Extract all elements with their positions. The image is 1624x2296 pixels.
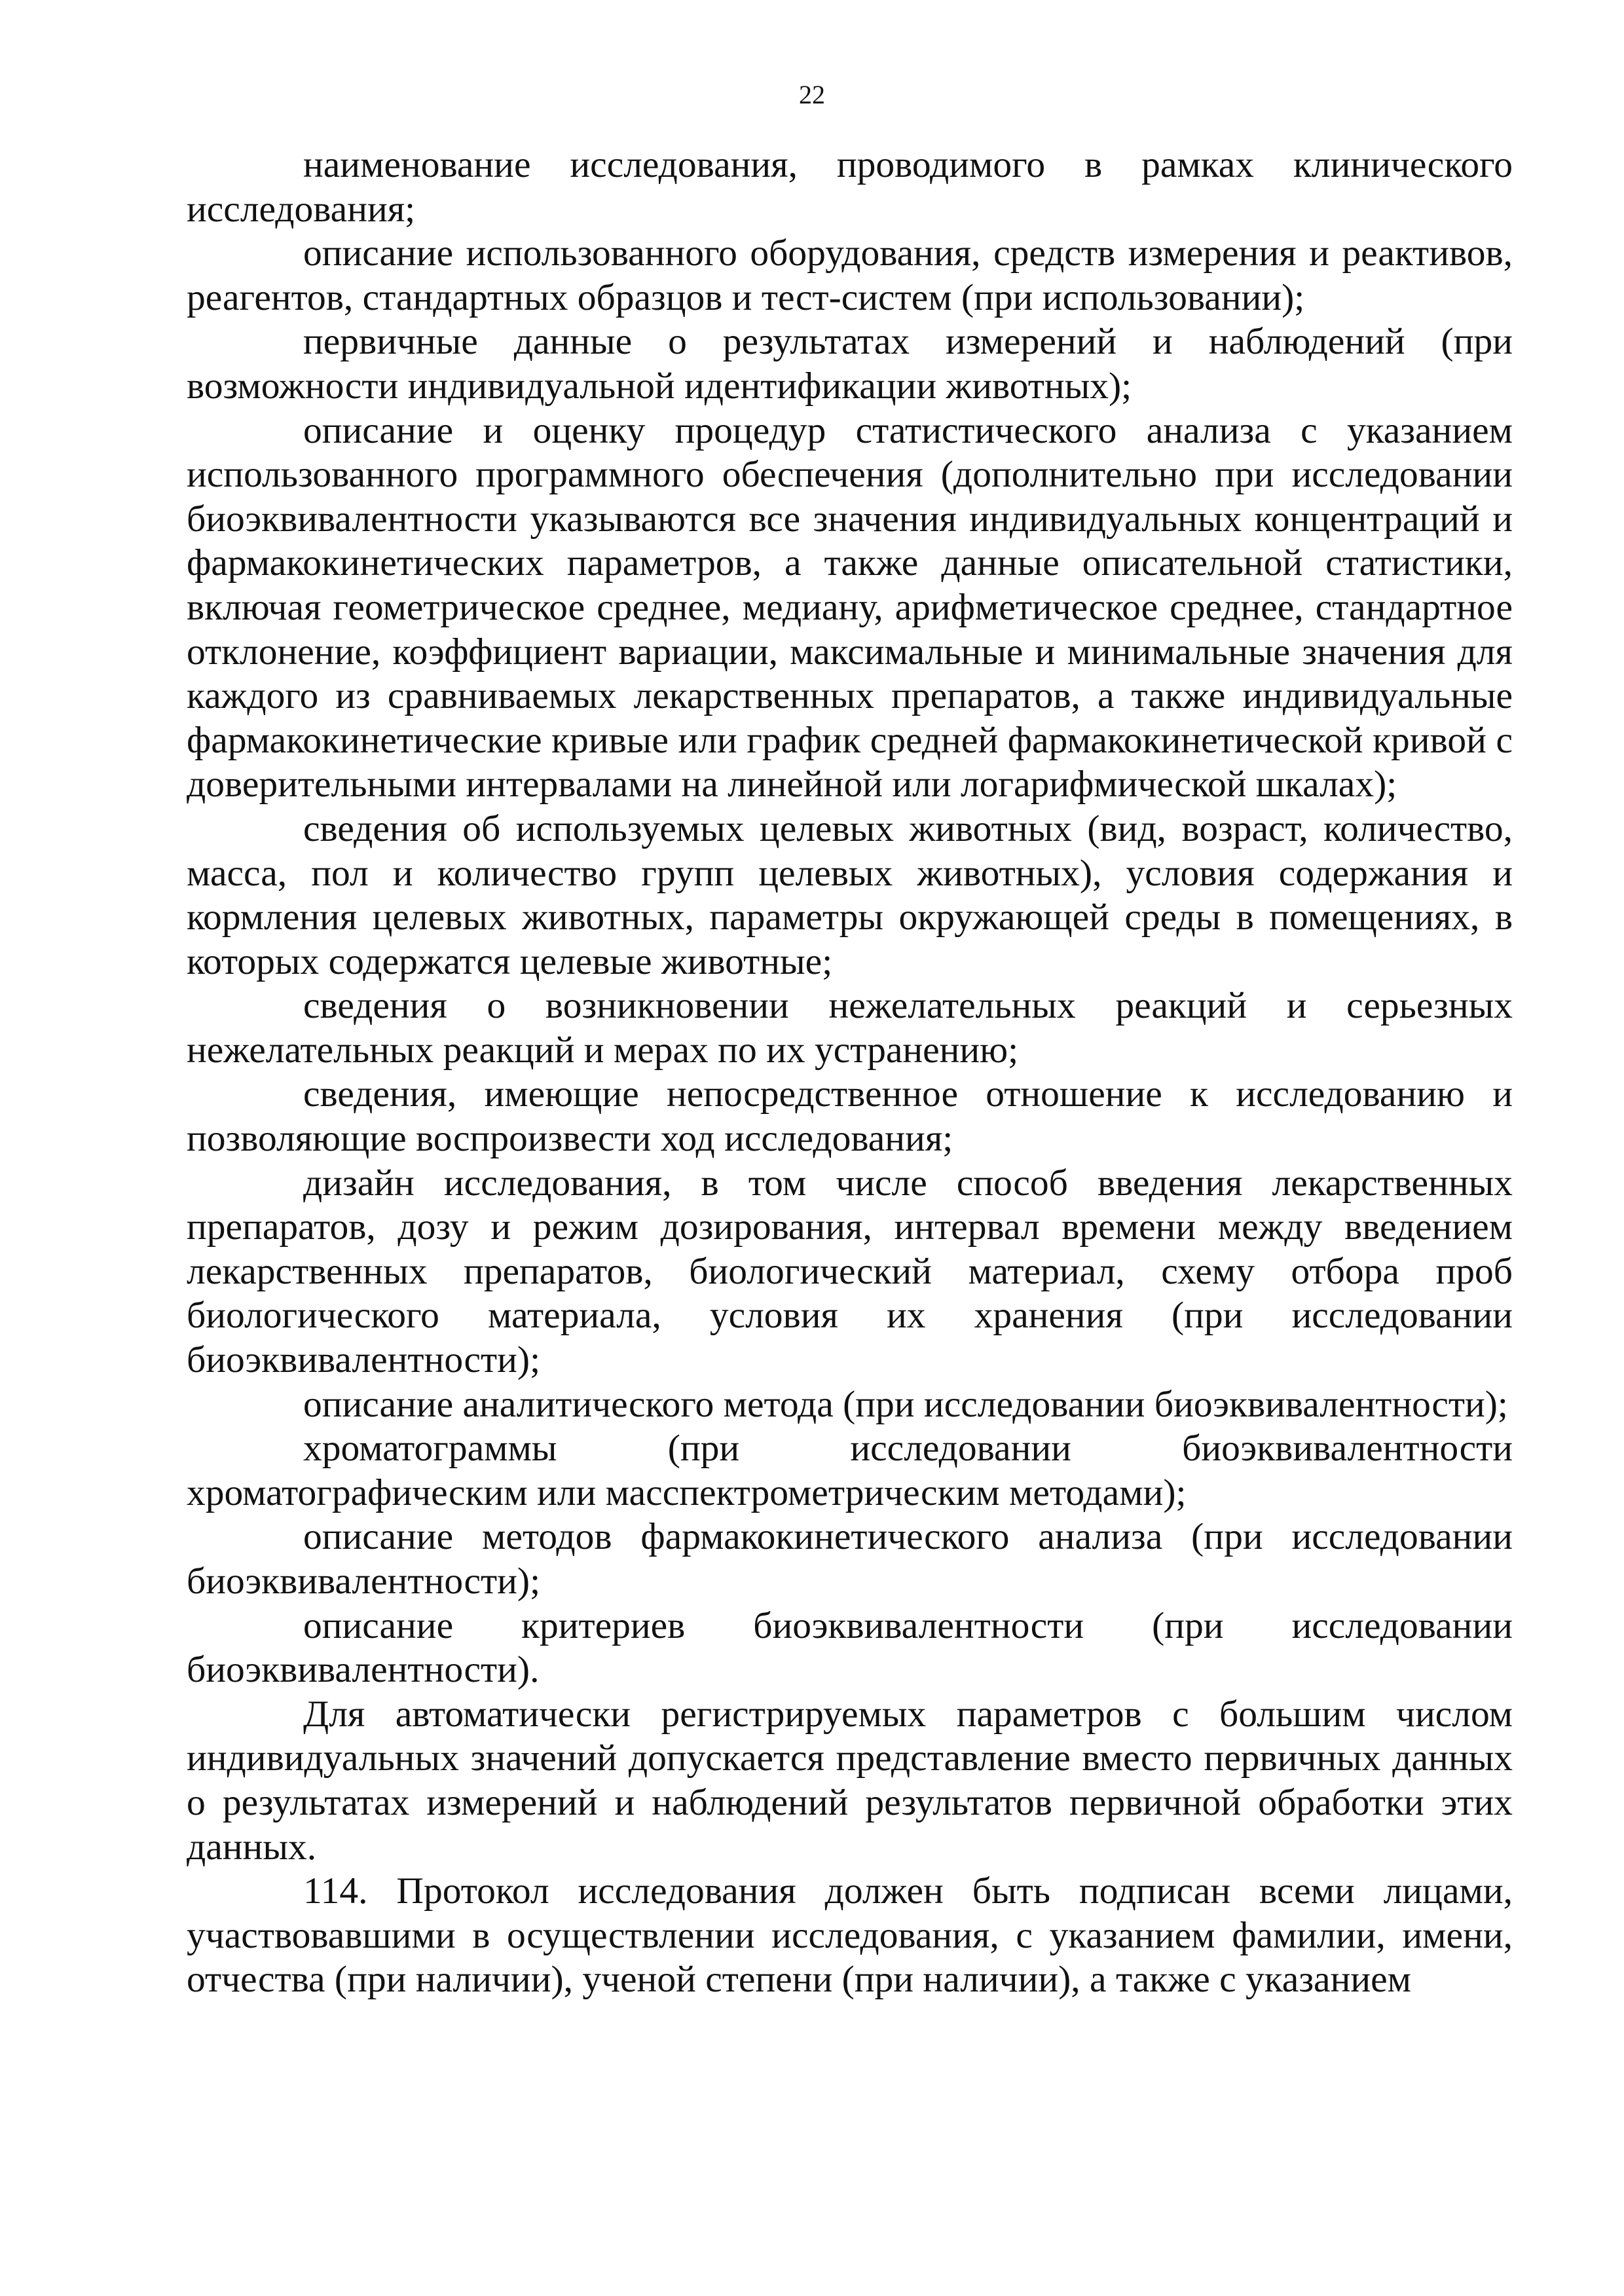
paragraph-auto-parameters: Для автоматически регистрируемых параметров с большим числом индивидуальных значений допускается представление вместо первичных данных о результатах измерений и наблюдений результатов первичной обработки этих данных.: [187, 1693, 1513, 1868]
document-body: [187, 143, 1513, 2002]
paragraph-analytical-method: описание аналитического метода (при исследовании биоэквивалентности);: [303, 1383, 1508, 1425]
paragraph-statistics: описание и оценку процедур статистического анализа с указанием использованного программного обеспечения (дополнительно при исследовании биоэквивалентности указываются все значения индивидуальных концентраций и фармакокинетических параметров, а также данные описательной статистики, включая геометрическое среднее, медиану, арифметическое среднее, стандартное отклонение, коэффициент вариации, максимальные и минимальные значения для каждого из сравниваемых лекарственных препаратов, а также индивидуальные фармакокинетические кривые или график средней фармакокинетической кривой с доверительными интервалами на линейной или логарифмической шкалах);: [187, 409, 1513, 805]
paragraph-chromatograms: хроматограммы (при исследовании биоэквивалентности хроматографическим или масспектрометрическим методами);: [187, 1428, 1513, 1513]
paragraph-item-114: 114. Протокол исследования должен быть подписан всеми лицами, участвовавшими в осуществлении исследования, с указанием фамилии, имени, отчества (при наличии), ученой степени (при наличии), а также с указанием: [187, 1870, 1513, 2001]
paragraph-adverse-reactions: сведения о возникновении нежелательных реакций и серьезных нежелательных реакций и мерах по их устранению;: [187, 985, 1513, 1071]
paragraph-equipment: описание использованного оборудования, средств измерения и реактивов, реагентов, стандартных образцов и тест-систем (при использовании);: [187, 232, 1513, 318]
paragraph-reproducibility: сведения, имеющие непосредственное отношение к исследованию и позволяющие воспроизвести ход исследования;: [187, 1073, 1513, 1160]
paragraph-pk-methods: описание методов фармакокинетического анализа (при исследовании биоэквивалентности);: [187, 1516, 1513, 1602]
page-number: 22: [799, 80, 825, 109]
paragraph-study-name: наименование исследования, проводимого в рамках клинического исследования;: [187, 144, 1513, 230]
paragraph-primary-data: первичные данные о результатах измерений и наблюдений (при возможности индивидуальной идентификации животных);: [187, 321, 1513, 407]
paragraph-be-criteria: описание критериев биоэквивалентности (при исследовании биоэквивалентности).: [187, 1604, 1513, 1691]
paragraph-study-design: дизайн исследования, в том числе способ введения лекарственных препаратов, дозу и режим дозирования, интервал времени между введением лекарственных препаратов, биологический материал, схему отбора проб биологического материала, условия их хранения (при исследовании биоэквивалентности);: [187, 1162, 1513, 1381]
paragraph-target-animals: сведения об используемых целевых животных (вид, возраст, количество, масса, пол и количество групп целевых животных), условия содержания и кормления целевых животных, параметры окружающей среды в помещениях, в которых содержатся целевые животные;: [187, 807, 1513, 982]
